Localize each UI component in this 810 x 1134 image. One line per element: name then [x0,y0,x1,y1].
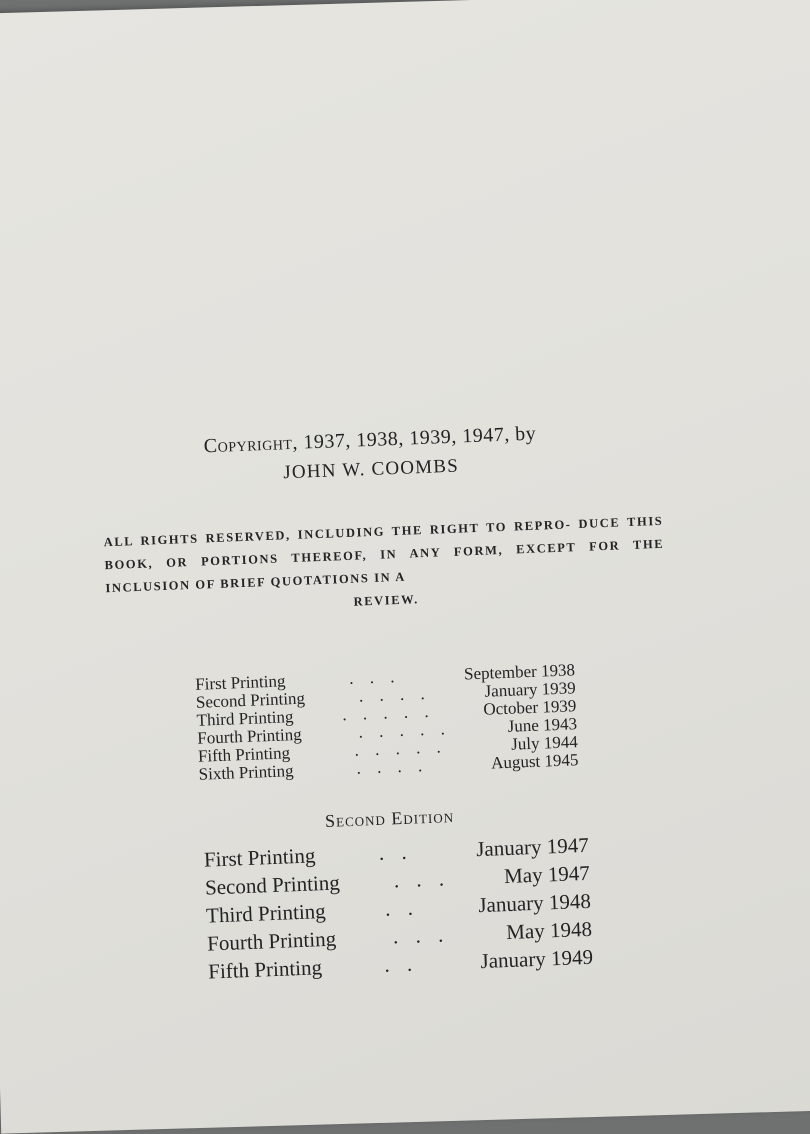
printing-date: August 1945 [490,750,579,773]
printing-date: January 1947 [475,832,590,862]
dot-leader: . . . . [358,683,431,706]
printing-date: January 1949 [480,944,594,974]
author-name: JOHN W. COOMBS [282,455,460,484]
printing-date: October 1939 [483,696,577,719]
dot-leader: . . . [392,922,450,949]
printing-label: First Printing [194,671,286,694]
second-edition-heading: Second Edition [324,806,455,831]
dot-leader: . . [384,895,420,921]
dot-leader: . . . . . [358,719,452,742]
printing-label: Second Printing [204,870,341,900]
dot-leader: . . [383,951,419,977]
printing-label: Fifth Printing [207,955,323,984]
printing-date: July 1944 [510,732,579,754]
rights-notice [103,510,666,623]
rights-line: EXCEPT FOR THE INCLUSION OF BRIEF QUOTATIONS IN A [105,536,665,596]
printing-date: May 1948 [505,916,593,945]
printing-label: Sixth Printing [198,761,294,784]
second-edition-printings [203,831,593,986]
printing-date: January 1939 [484,678,577,701]
rights-line: REVIEW. [353,592,420,609]
dot-leader: . . . . . [354,737,448,760]
dot-leader: . . . . [356,755,429,778]
dot-leader: . . [378,839,414,865]
dot-leader: . . . [348,666,401,688]
printing-label: First Printing [203,843,316,872]
copyright-years: 1937, 1938, 1939, 1947, by [297,422,537,454]
printing-label: Fourth Printing [196,724,302,748]
dot-leader: . . . [393,866,451,893]
printing-date: May 1947 [503,860,591,889]
dot-leader: . . . . . [341,701,435,725]
printing-date: June 1943 [507,714,578,736]
printing-label: Third Printing [205,899,327,928]
printing-label: Fourth Printing [206,926,337,956]
printing-label: Third Printing [196,707,294,730]
printing-label: Second Printing [195,688,306,712]
printing-date: January 1948 [477,888,592,918]
printing-date: September 1938 [463,660,576,684]
printing-label: Fifth Printing [197,743,291,766]
rights-line: DUCE THIS BOOK, OR PORTIONS THEREOF, IN ANY FORM, [104,513,664,573]
rights-line: ALL RIGHTS RESERVED, INCLUDING THE RIGHT TO REPRO- [103,517,572,550]
copyright-prefix: Copyright, [203,431,299,458]
first-edition-printings [195,661,579,784]
